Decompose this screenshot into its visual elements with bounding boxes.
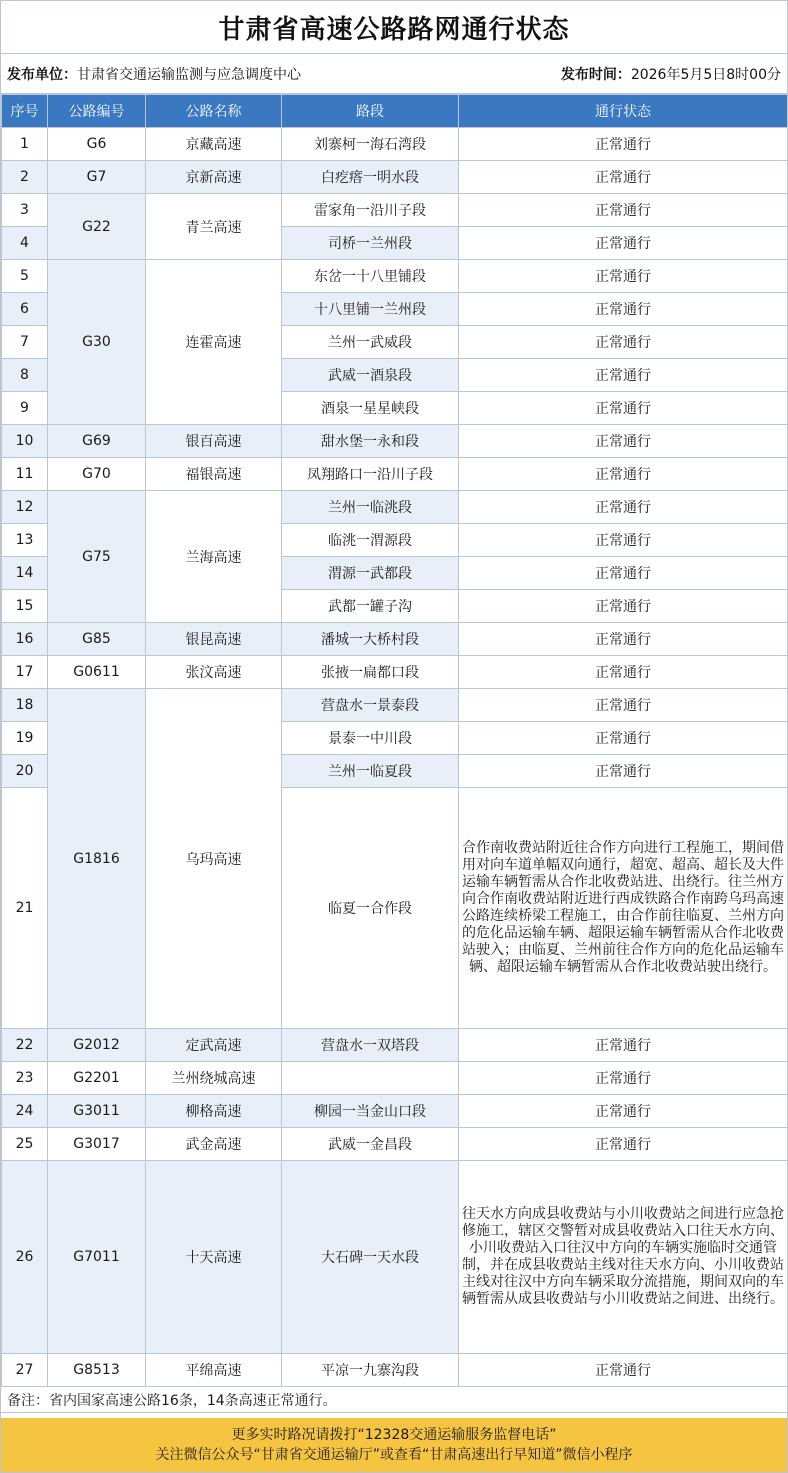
cell-no: 14	[2, 557, 48, 590]
table-row	[2, 161, 788, 194]
cell-segment: 平凉一九寨沟段	[282, 1354, 459, 1387]
cell-code: G0611	[48, 656, 146, 689]
publisher	[7, 64, 301, 84]
cell-code: G70	[48, 458, 146, 491]
cell-status: 往天水方向成县收费站与小川收费站之间进行应急抢修施工，辖区交警暂对成县收费站入口往天水方向、小川收费站入口往汉中方向的车辆实施临时交通管制，并在成县收费站主线对往天水方向、小川收费站主线对往汉中方向车辆采取分流措施，期间双向的车辆暂需从成县收费站与小川收费站之间进、出绕行。	[459, 1161, 788, 1354]
cell-segment: 刘寨柯一海石湾段	[282, 128, 459, 161]
cell-segment: 酒泉一星星峡段	[282, 392, 459, 425]
cell-segment: 兰州一临洮段	[282, 491, 459, 524]
table-row	[2, 623, 788, 656]
cell-no: 3	[2, 194, 48, 227]
column-header-no: 序号	[2, 95, 48, 128]
table-row	[2, 458, 788, 491]
cell-no: 17	[2, 656, 48, 689]
cell-name: 柳格高速	[146, 1095, 282, 1128]
publish-time	[561, 64, 781, 84]
cell-name: 连霍高速	[146, 260, 282, 425]
cell-status: 正常通行	[459, 326, 788, 359]
cell-status: 合作南收费站附近往合作方向进行工程施工，期间借用对向车道单幅双向通行，超宽、超高、超长及大件运输车辆暂需从合作北收费站进、出绕行。往兰州方向合作南收费站附近进行西成铁路合作南跨乌玛高速公路连续桥梁工程施工，由合作前往临夏、兰州方向的危化品运输车辆、超限运输车辆暂需从合作北收费站驶入；由临夏、兰州前往合作方向的危化品运输车辆、超限运输车辆暂需从合作北收费站驶出绕行。	[459, 788, 788, 1029]
table-body	[2, 128, 788, 1387]
table-row	[2, 1128, 788, 1161]
cell-no: 22	[2, 1029, 48, 1062]
cell-status: 正常通行	[459, 656, 788, 689]
cell-segment: 武威一酒泉段	[282, 359, 459, 392]
cell-status: 正常通行	[459, 161, 788, 194]
cell-code: G30	[48, 260, 146, 425]
cell-no: 2	[2, 161, 48, 194]
column-header-name: 公路名称	[146, 95, 282, 128]
cell-status: 正常通行	[459, 491, 788, 524]
cell-code: G2012	[48, 1029, 146, 1062]
footer-wechat: 关注微信公众号“甘肃省交通运输厅”或查看“甘肃高速出行早知道”微信小程序	[155, 1447, 633, 1463]
cell-segment: 甜水堡一永和段	[282, 425, 459, 458]
cell-no: 10	[2, 425, 48, 458]
cell-name: 平绵高速	[146, 1354, 282, 1387]
cell-segment: 兰州一临夏段	[282, 755, 459, 788]
table-row	[2, 194, 788, 227]
cell-code: G7011	[48, 1161, 146, 1354]
cell-status: 正常通行	[459, 227, 788, 260]
cell-no: 4	[2, 227, 48, 260]
cell-name: 乌玛高速	[146, 689, 282, 1029]
cell-no: 15	[2, 590, 48, 623]
page-title: 甘肃省高速公路路网通行状态	[1, 1, 787, 54]
cell-segment: 雷家角一沿川子段	[282, 194, 459, 227]
cell-no: 13	[2, 524, 48, 557]
cell-segment: 兰州一武威段	[282, 326, 459, 359]
cell-name: 张汶高速	[146, 656, 282, 689]
cell-status: 正常通行	[459, 260, 788, 293]
cell-code: G1816	[48, 689, 146, 1029]
cell-status: 正常通行	[459, 194, 788, 227]
cell-code: G22	[48, 194, 146, 260]
cell-no: 12	[2, 491, 48, 524]
cell-status: 正常通行	[459, 590, 788, 623]
cell-segment: 十八里铺一兰州段	[282, 293, 459, 326]
cell-status: 正常通行	[459, 458, 788, 491]
cell-no: 20	[2, 755, 48, 788]
cell-status: 正常通行	[459, 1354, 788, 1387]
cell-segment: 景泰一中川段	[282, 722, 459, 755]
cell-name: 兰海高速	[146, 491, 282, 623]
cell-no: 1	[2, 128, 48, 161]
cell-segment: 司桥一兰州段	[282, 227, 459, 260]
cell-code: G3011	[48, 1095, 146, 1128]
cell-name: 京新高速	[146, 161, 282, 194]
cell-segment: 张掖一扁都口段	[282, 656, 459, 689]
cell-name: 十天高速	[146, 1161, 282, 1354]
publisher-value: 甘肃省交通运输监测与应急调度中心	[77, 66, 301, 83]
cell-name: 京藏高速	[146, 128, 282, 161]
cell-no: 23	[2, 1062, 48, 1095]
column-header-status: 通行状态	[459, 95, 788, 128]
cell-code: G3017	[48, 1128, 146, 1161]
cell-name: 武金高速	[146, 1128, 282, 1161]
cell-no: 9	[2, 392, 48, 425]
cell-code: G8513	[48, 1354, 146, 1387]
meta-bar	[1, 54, 787, 94]
cell-code: G7	[48, 161, 146, 194]
cell-no: 27	[2, 1354, 48, 1387]
cell-status: 正常通行	[459, 359, 788, 392]
cell-segment: 营盘水一景泰段	[282, 689, 459, 722]
footnote: 备注：省内国家高速公路16条，14条高速正常通行。	[1, 1387, 787, 1413]
cell-status: 正常通行	[459, 524, 788, 557]
cell-status: 正常通行	[459, 128, 788, 161]
cell-no: 7	[2, 326, 48, 359]
cell-status: 正常通行	[459, 425, 788, 458]
table-row	[2, 656, 788, 689]
cell-no: 25	[2, 1128, 48, 1161]
cell-no: 11	[2, 458, 48, 491]
cell-segment: 大石碑一天水段	[282, 1161, 459, 1354]
cell-segment: 潘城一大桥村段	[282, 623, 459, 656]
footer-banner	[1, 1418, 787, 1472]
cell-segment: 武都一罐子沟	[282, 590, 459, 623]
cell-no: 16	[2, 623, 48, 656]
cell-status: 正常通行	[459, 689, 788, 722]
cell-segment: 凤翔路口一沿川子段	[282, 458, 459, 491]
cell-status: 正常通行	[459, 1095, 788, 1128]
cell-no: 8	[2, 359, 48, 392]
cell-name: 银百高速	[146, 425, 282, 458]
footer-hotline: 更多实时路况请拨打“12328交通运输服务监督电话”	[231, 1427, 557, 1443]
table-row	[2, 1029, 788, 1062]
cell-no: 5	[2, 260, 48, 293]
cell-code: G75	[48, 491, 146, 623]
table-row	[2, 1161, 788, 1354]
cell-status: 正常通行	[459, 1062, 788, 1095]
cell-name: 福银高速	[146, 458, 282, 491]
cell-name: 银昆高速	[146, 623, 282, 656]
table-row	[2, 491, 788, 524]
table-row	[2, 425, 788, 458]
cell-segment	[282, 1062, 459, 1095]
table-header-row	[2, 95, 788, 128]
cell-segment: 武威一金昌段	[282, 1128, 459, 1161]
publisher-label: 发布单位：	[7, 66, 77, 83]
table-row	[2, 128, 788, 161]
cell-code: G6	[48, 128, 146, 161]
cell-segment: 临洮一渭源段	[282, 524, 459, 557]
cell-segment: 临夏一合作段	[282, 788, 459, 1029]
table-row	[2, 260, 788, 293]
cell-name: 兰州绕城高速	[146, 1062, 282, 1095]
cell-status: 正常通行	[459, 1128, 788, 1161]
cell-segment: 柳园一当金山口段	[282, 1095, 459, 1128]
cell-status: 正常通行	[459, 557, 788, 590]
table-row	[2, 1062, 788, 1095]
cell-no: 24	[2, 1095, 48, 1128]
cell-no: 19	[2, 722, 48, 755]
cell-no: 26	[2, 1161, 48, 1354]
cell-status: 正常通行	[459, 1029, 788, 1062]
cell-name: 定武高速	[146, 1029, 282, 1062]
table-row	[2, 1095, 788, 1128]
status-table	[1, 94, 788, 1387]
cell-code: G69	[48, 425, 146, 458]
cell-status: 正常通行	[459, 722, 788, 755]
cell-no: 21	[2, 788, 48, 1029]
cell-code: G85	[48, 623, 146, 656]
cell-segment: 渭源一武都段	[282, 557, 459, 590]
time-label: 发布时间：	[560, 66, 631, 83]
table-row	[2, 689, 788, 722]
table-row	[2, 1354, 788, 1387]
cell-status: 正常通行	[459, 755, 788, 788]
column-header-segment: 路段	[282, 95, 459, 128]
cell-status: 正常通行	[459, 293, 788, 326]
cell-status: 正常通行	[459, 392, 788, 425]
column-header-code: 公路编号	[48, 95, 146, 128]
cell-no: 18	[2, 689, 48, 722]
cell-segment: 东岔一十八里铺段	[282, 260, 459, 293]
cell-segment: 营盘水一双塔段	[282, 1029, 459, 1062]
time-value: 2026年5月5日8时00分	[630, 66, 781, 83]
cell-name: 青兰高速	[146, 194, 282, 260]
cell-no: 6	[2, 293, 48, 326]
cell-segment: 白疙瘩一明水段	[282, 161, 459, 194]
cell-status: 正常通行	[459, 623, 788, 656]
cell-code: G2201	[48, 1062, 146, 1095]
